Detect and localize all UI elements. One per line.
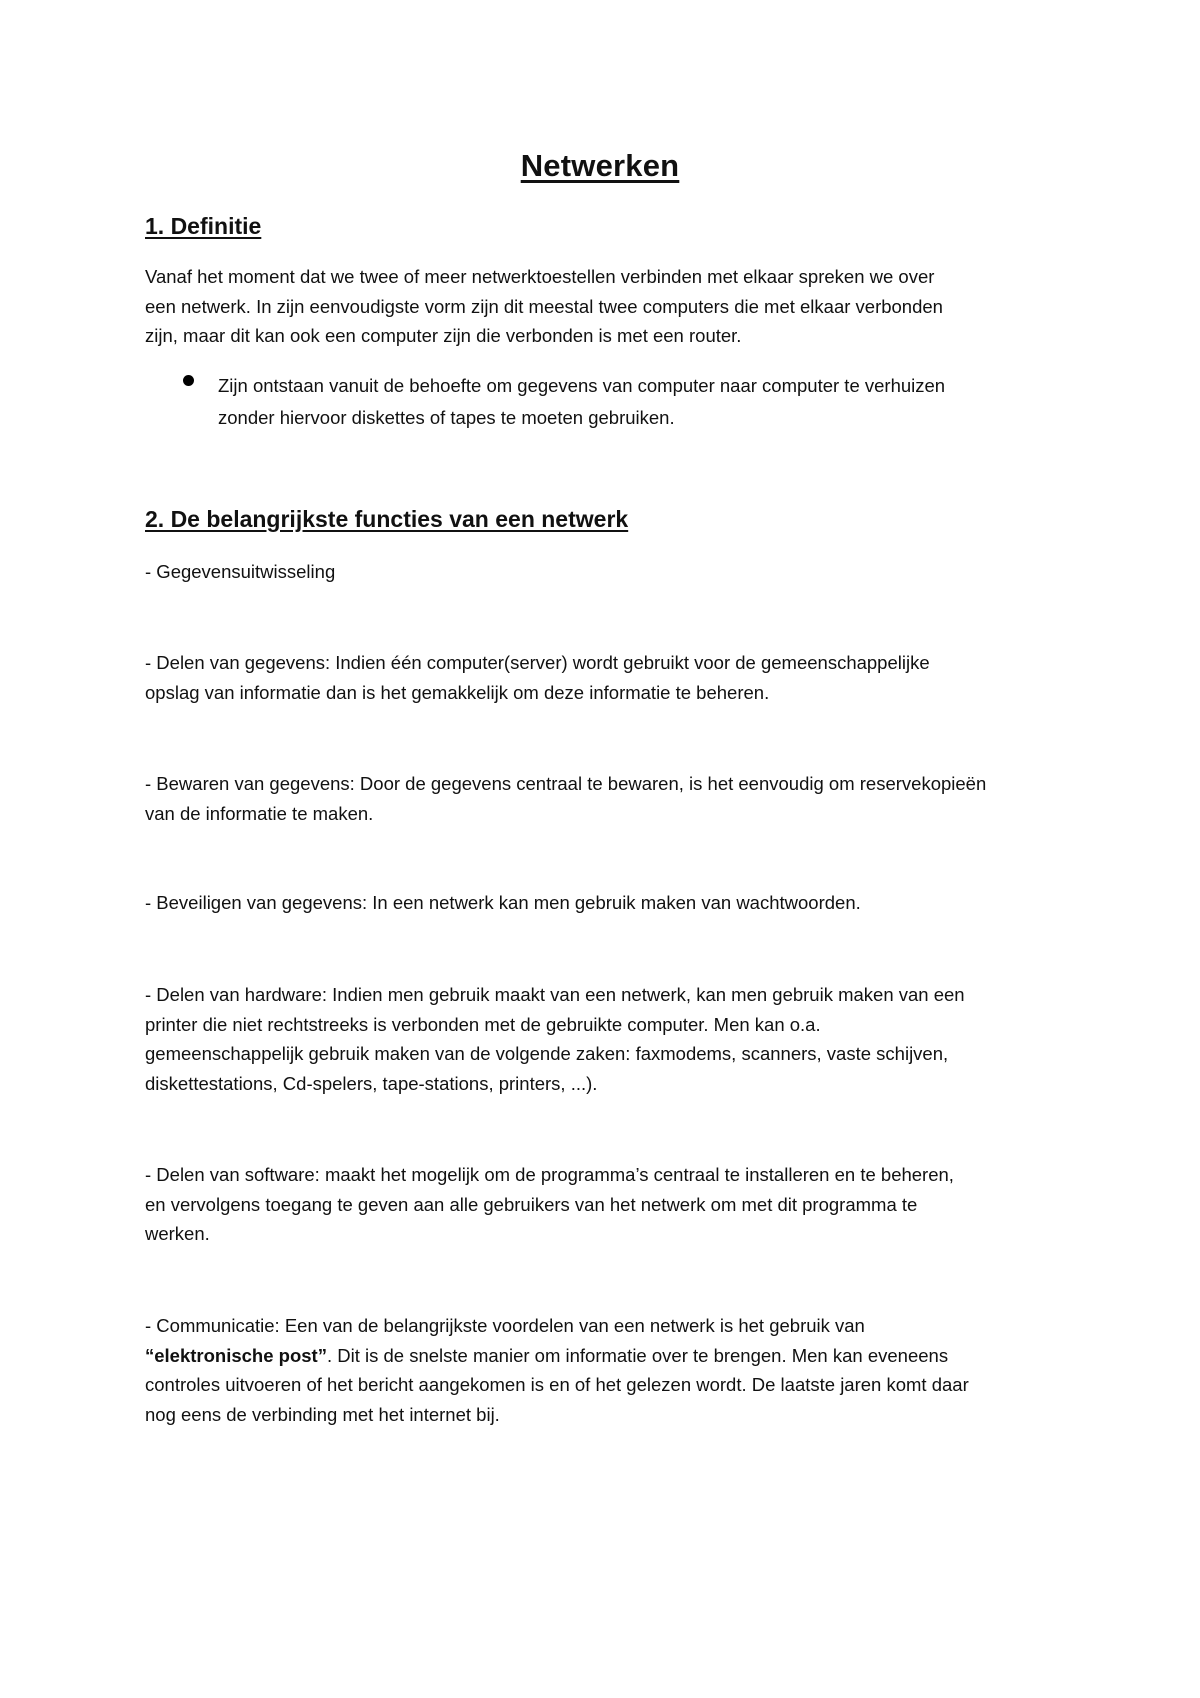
page-title: Netwerken — [520, 148, 680, 183]
paragraph-line: - Delen van hardware: Indien men gebruik maakt van een netwerk, kan men gebruik maken van een — [145, 984, 965, 1005]
paragraph-line: diskettestations, Cd-spelers, tape-stations, printers, ...). — [145, 1072, 598, 1094]
function-item-gegevensuitwisseling — [145, 557, 1065, 587]
paragraph-line-rest: . Dit is de snelste manier om informatie over te brengen. Men kan eveneens — [326, 1344, 949, 1366]
function-item-bewaren-gegevens — [145, 769, 1065, 828]
paragraph-line: - Gegevensuitwisseling — [145, 561, 336, 582]
function-item-beveiligen-gegevens — [145, 888, 1065, 918]
paragraph-line: - Bewaren van gegevens: Door de gegevens centraal te bewaren, is het eenvoudig om reservekopieën — [145, 773, 987, 794]
paragraph-line: en vervolgens toegang te geven aan alle gebruikers van het netwerk om met dit programma te — [145, 1193, 918, 1215]
paragraph-line — [145, 1341, 1065, 1371]
function-item-delen-gegevens — [145, 648, 1065, 707]
paragraph-line: zijn, maar dit kan ook een computer zijn die verbonden is met een router. — [145, 325, 742, 346]
bullet-item — [218, 370, 1068, 434]
bullet-line: zonder hiervoor diskettes of tapes te moeten gebruiken. — [218, 407, 675, 428]
paragraph-line: gemeenschappelijk gebruik maken van de volgende zaken: faxmodems, scanners, vaste schijven, — [145, 1043, 949, 1064]
paragraph-line: printer die niet rechtstreeks is verbonden met de gebruikte computer. Men kan o.a. — [145, 1013, 821, 1035]
paragraph-line: - Delen van gegevens: Indien één computer(server) wordt gebruikt voor de gemeenschappelijke — [145, 652, 930, 673]
paragraph-line: controles uitvoeren of het bericht aangekomen is en of het gelezen wordt. De laatste jaren komt daar — [145, 1374, 969, 1395]
section-heading-definitie: 1. Definitie — [145, 213, 262, 239]
paragraph-line: werken. — [145, 1223, 210, 1244]
function-item-delen-software — [145, 1160, 1065, 1249]
paragraph-line: van de informatie te maken. — [145, 802, 374, 824]
paragraph-line: - Beveiligen van gegevens: In een netwerk kan men gebruik maken van wachtwoorden. — [145, 892, 861, 913]
bold-phrase: “elektronische post” — [145, 1344, 327, 1366]
paragraph-line: - Communicatie: Een van de belangrijkste voordelen van een netwerk is het gebruik van — [145, 1315, 865, 1336]
bullet-icon — [183, 375, 194, 386]
definition-paragraph — [145, 262, 1065, 351]
paragraph-line: een netwerk. In zijn eenvoudigste vorm zijn dit meestal twee computers die met elkaar verbonden — [145, 295, 943, 317]
function-item-delen-hardware — [145, 980, 1065, 1098]
paragraph-line: - Delen van software: maakt het mogelijk om de programma’s centraal te installeren en te beheren, — [145, 1164, 954, 1185]
section-heading-functies: 2. De belangrijkste functies van een netwerk — [145, 506, 629, 532]
function-item-communicatie — [145, 1311, 1065, 1429]
bullet-line: Zijn ontstaan vanuit de behoefte om gegevens van computer naar computer te verhuizen — [218, 375, 946, 396]
paragraph-line: opslag van informatie dan is het gemakkelijk om deze informatie te beheren. — [145, 681, 770, 703]
paragraph-line: Vanaf het moment dat we twee of meer netwerktoestellen verbinden met elkaar spreken we over — [145, 266, 935, 287]
paragraph-line: nog eens de verbinding met het internet bij. — [145, 1403, 500, 1425]
